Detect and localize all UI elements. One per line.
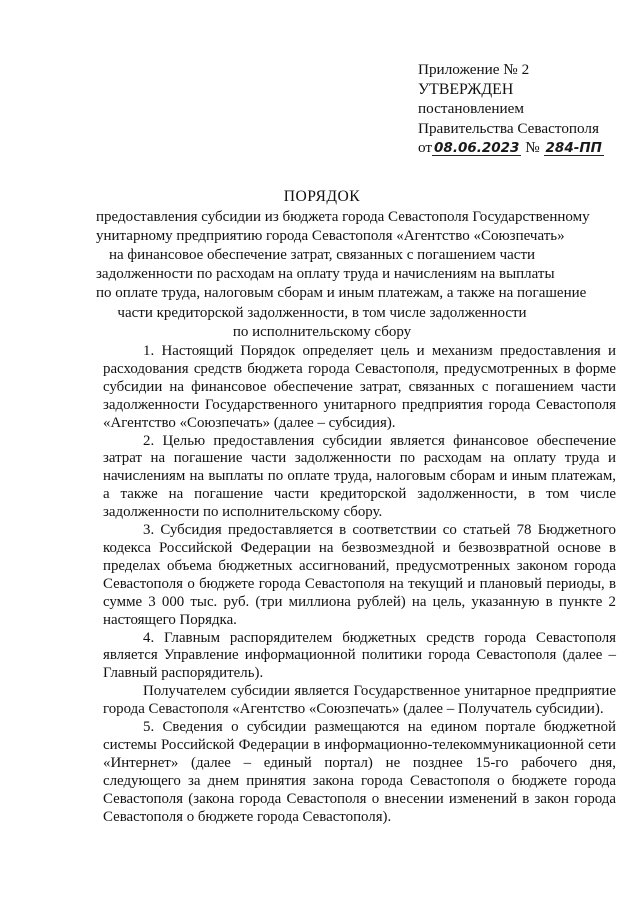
paragraph-1: 1. Настоящий Порядок определяет цель и механизм предоставления и расходования средств бюджета города Севастополя, предусмотренных в форме субсидии на финансовое обеспечение затрат, связанных с погашением части задолженности Государственного унитарного предприятия города Севастополя «Агентство «Союзпечать» (далее – субсидия). [103,343,616,431]
appendix-label: Приложение № 2 [418,61,530,78]
handwritten-number: 284-ПП [545,140,602,156]
title-line: по оплате труда, налоговым сборам и иным платежам, а также на погашение [96,285,587,302]
handwritten-date: 08.06.2023 [434,140,520,156]
title-line: части кредиторской задолженности, в том числе задолженности [117,304,527,321]
approved-label: УТВЕРЖДЕН [418,80,514,98]
title-heading: ПОРЯДОК [283,188,361,205]
paragraph-2: 2. Целью предоставления субсидии является финансовое обеспечение затрат на погашение части задолженности по расходам на оплату труда и начислениям на выплаты по оплате труда, налоговым сборам и иным платежам, а также на погашение части кредиторской задолженности, в том числе задолженности по исполнительскому сбору. [103,432,616,521]
paragraph-recipient: Получателем субсидии является Государственное унитарное предприятие города Севастополя «Агентство «Союзпечать» (далее – Получатель субсидии). [103,683,616,718]
paragraph-3: 3. Субсидия предоставляется в соответствии со статьей 78 Бюджетного кодекса Российской Федерации на безвозмездной и безвозвратной основе в пределах объема бюджетных ассигнований, предусмотренных законом города Севастополя о бюджете города Севастополя на текущий и плановый периоды, в сумме 3 000 тыс. руб. (три миллиона рублей) на цель, указанную в пункте 2 настоящего Порядка. [103,522,616,628]
title-line: на финансовое обеспечение затрат, связанных с погашением части [108,247,536,264]
title-line: задолженности по расходам на оплату труда и начислениям на выплаты [96,266,555,283]
resolution-label: постановлением [418,100,525,117]
number-sign: № [525,139,540,156]
document-body [103,343,616,826]
from-label: от [418,139,433,156]
paragraph-4: 4. Главным распорядителем бюджетных средств города Севастополя является Управление информационной политики города Севастополя (далее – Главный распорядитель). [103,629,616,682]
title-line: предоставления субсидии из бюджета города Севастополя Государственному [96,209,590,226]
title-line: унитарному предприятию города Севастополя «Агентство «Союзпечать» [96,228,565,245]
paragraph-5: 5. Сведения о субсидии размещаются на едином портале бюджетной системы Российской Федерации в информационно-телекоммуникационной сети «Интернет» (далее – единый портал) не позднее 15-го рабочего дня, следующего за днем принятия закона города Севастополя о бюджете города Севастополя (закона города Севастополя о внесении изменений в закон города Севастополя о бюджете города Севастополя). [103,719,616,825]
title-line: по исполнительскому сбору [232,323,412,340]
approval-stamp [418,60,604,158]
document-title [96,187,590,342]
authority-label: Правительства Севастополя [418,119,599,137]
date-number-row [418,138,604,158]
